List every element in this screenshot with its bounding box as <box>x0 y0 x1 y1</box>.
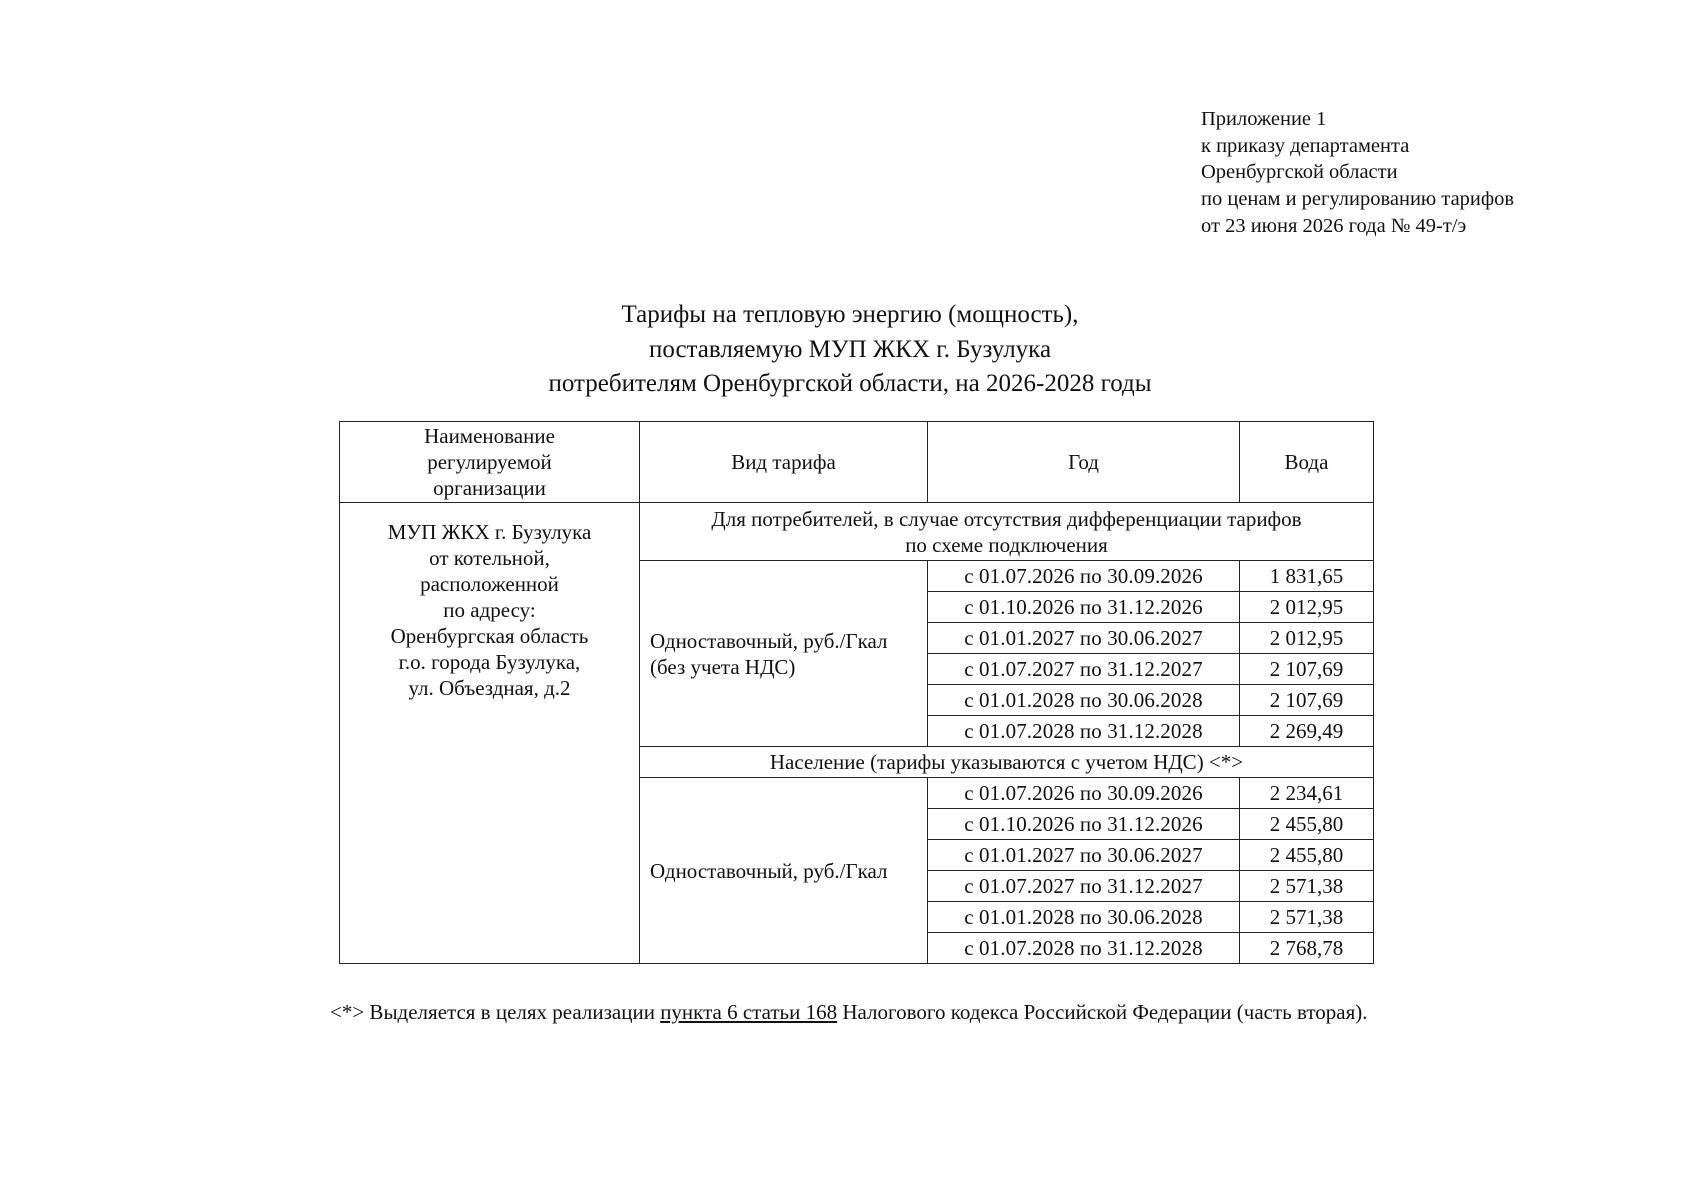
group-heading <box>640 747 1374 778</box>
water-tariff-cell: 2 455,80 <box>1240 809 1374 840</box>
title-line: поставляемую МУП ЖКХ г. Бузулука <box>648 335 1052 363</box>
water-tariff-cell: 2 107,69 <box>1240 685 1374 716</box>
water-tariff-cell: 1 831,65 <box>1240 561 1374 592</box>
header-org-line: регулируемой <box>427 450 552 474</box>
organization-line: г.о. города Бузулука, <box>398 650 581 674</box>
tariff-kind-line: (без учета НДС) <box>650 654 796 679</box>
footnote <box>330 1000 1367 1025</box>
appendix-line: Оренбургской области <box>1201 161 1398 184</box>
period-cell: с 01.07.2028 по 31.12.2028 <box>928 933 1240 964</box>
period-cell: с 01.07.2026 по 30.09.2026 <box>928 561 1240 592</box>
period-cell: с 01.01.2028 по 30.06.2028 <box>928 902 1240 933</box>
appendix-line: Приложение 1 <box>1201 108 1327 130</box>
header-water: Вода <box>1240 422 1374 503</box>
appendix-block <box>1201 106 1514 240</box>
period-cell: с 01.10.2026 по 31.12.2026 <box>928 592 1240 623</box>
period-cell: с 01.01.2027 по 30.06.2027 <box>928 840 1240 871</box>
organization-line: расположенной <box>420 572 559 596</box>
header-org <box>340 422 640 503</box>
water-tariff-cell: 2 107,69 <box>1240 654 1374 685</box>
period-cell: с 01.07.2028 по 31.12.2028 <box>928 716 1240 747</box>
tariff-table <box>339 421 1374 964</box>
tariff-kind-line: Одноставочный, руб./Гкал <box>650 628 888 653</box>
water-tariff-cell: 2 571,38 <box>1240 902 1374 933</box>
table-header-row <box>340 422 1374 503</box>
water-tariff-cell: 2 012,95 <box>1240 592 1374 623</box>
water-tariff-cell: 2 455,80 <box>1240 840 1374 871</box>
footnote-prefix: <*> Выделяется в целях реализации <box>330 1000 661 1024</box>
water-tariff-cell: 2 269,49 <box>1240 716 1374 747</box>
water-tariff-cell: 2 234,61 <box>1240 778 1374 809</box>
water-tariff-cell: 2 768,78 <box>1240 933 1374 964</box>
header-kind: Вид тарифа <box>640 422 928 503</box>
group-heading <box>640 503 1374 561</box>
tariff-kind-cell <box>640 778 928 964</box>
period-cell: с 01.01.2028 по 30.06.2028 <box>928 685 1240 716</box>
period-cell: с 01.01.2027 по 30.06.2027 <box>928 623 1240 654</box>
group-heading-line: по схеме подключения <box>905 532 1108 557</box>
period-cell: с 01.07.2026 по 30.09.2026 <box>928 778 1240 809</box>
group-heading-line: Население (тарифы указываются с учетом НДС) <*> <box>769 750 1244 774</box>
appendix-line: к приказу департамента <box>1201 134 1410 157</box>
organization-line: по адресу: <box>443 598 536 622</box>
header-year: Год <box>928 422 1240 503</box>
tariff-kind-cell <box>640 561 928 747</box>
group-heading-row <box>340 503 1374 561</box>
water-tariff-cell: 2 012,95 <box>1240 623 1374 654</box>
title-line: Тарифы на тепловую энергию (мощность), <box>621 301 1079 328</box>
tariff-kind-line: Одноставочный, руб./Гкал <box>650 858 888 883</box>
organization-cell <box>340 503 640 964</box>
water-tariff-cell: 2 571,38 <box>1240 871 1374 902</box>
footnote-link[interactable]: пункта 6 статьи 168 <box>660 1000 838 1024</box>
header-org-line: Наименование <box>424 424 555 448</box>
group-heading-line: Для потребителей, в случае отсутствия дифференциации тарифов <box>711 506 1302 531</box>
document-title <box>340 298 1360 402</box>
period-cell: с 01.07.2027 по 31.12.2027 <box>928 654 1240 685</box>
organization-line: от котельной, <box>429 546 550 570</box>
footnote-suffix: Налогового кодекса Российской Федерации (часть вторая). <box>837 1000 1368 1024</box>
appendix-line: от 23 июня 2026 года № 49-т/э <box>1201 214 1467 237</box>
organization-line: Оренбургская область <box>390 624 589 648</box>
title-line: потребителям Оренбургской области, на 2026-2028 годы <box>548 370 1152 397</box>
period-cell: с 01.07.2027 по 31.12.2027 <box>928 871 1240 902</box>
period-cell: с 01.10.2026 по 31.12.2026 <box>928 809 1240 840</box>
organization-line: ул. Объездная, д.2 <box>408 676 571 700</box>
organization-line: МУП ЖКХ г. Бузулука <box>387 520 592 544</box>
appendix-line: по ценам и регулированию тарифов <box>1201 188 1515 211</box>
header-org-line: организации <box>433 476 546 500</box>
